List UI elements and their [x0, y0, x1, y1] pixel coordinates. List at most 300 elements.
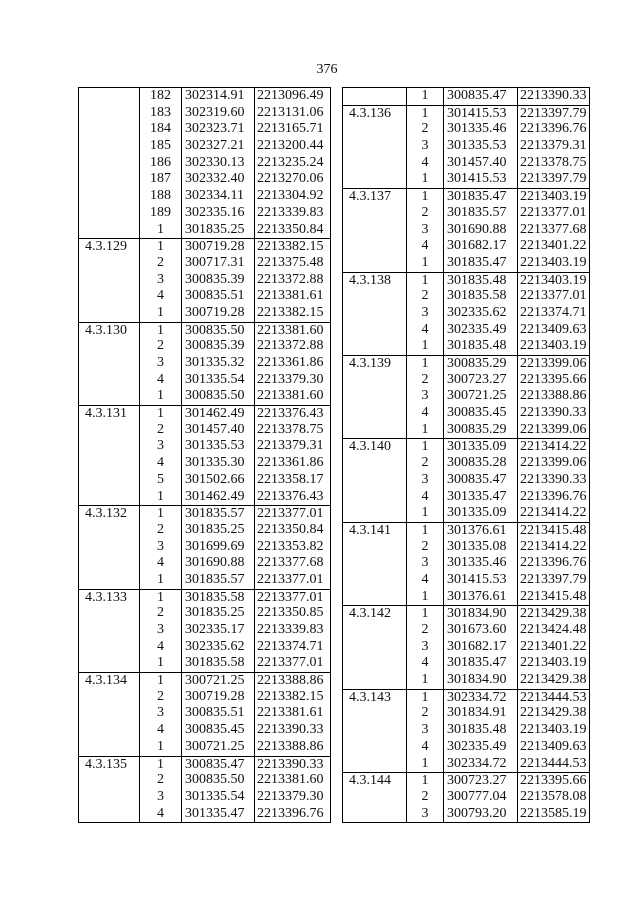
point-number-cell: 2	[406, 205, 443, 222]
parcel-id-cell	[79, 255, 139, 272]
y-coordinate-cell: 2213350.84	[254, 222, 330, 239]
point-number-cell: 2	[406, 622, 443, 639]
parcel-id-cell	[79, 205, 139, 222]
parcel-id-cell	[343, 655, 406, 672]
point-number-cell: 186	[139, 155, 181, 172]
point-number-cell: 1	[139, 323, 181, 339]
point-number-cell: 4	[139, 806, 181, 823]
y-coordinate-cell: 2213378.75	[517, 155, 589, 172]
parcel-id-cell: 4.3.144	[349, 773, 391, 789]
point-number-cell: 1	[139, 572, 181, 589]
parcel-id-cell	[79, 539, 139, 556]
point-number-cell: 185	[139, 138, 181, 155]
parcel-id-cell: 4.3.140	[349, 439, 391, 455]
table-row	[343, 622, 589, 639]
table-row	[343, 405, 589, 422]
x-coordinate-cell: 300717.31	[181, 255, 254, 272]
table-row	[79, 705, 330, 722]
point-number-cell: 1	[406, 773, 443, 789]
table-row	[79, 756, 330, 773]
x-coordinate-cell: 300835.28	[443, 455, 517, 472]
point-number-cell: 2	[406, 288, 443, 305]
table-row	[343, 121, 589, 138]
y-coordinate-cell: 2213409.63	[517, 739, 589, 756]
x-coordinate-cell: 300835.29	[443, 422, 517, 439]
y-coordinate-cell: 2213390.33	[517, 405, 589, 422]
x-coordinate-cell: 302334.72	[443, 690, 517, 706]
x-coordinate-cell: 301457.40	[443, 155, 517, 172]
x-coordinate-cell: 301699.69	[181, 539, 254, 556]
parcel-id-cell	[79, 222, 139, 239]
point-number-cell: 3	[406, 472, 443, 489]
point-number-cell: 4	[139, 288, 181, 305]
y-coordinate-cell: 2213399.06	[517, 422, 589, 439]
parcel-id-cell	[79, 705, 139, 722]
table-row	[343, 789, 589, 806]
table-row	[79, 722, 330, 739]
parcel-id-cell	[343, 422, 406, 439]
x-coordinate-cell: 301462.49	[181, 406, 254, 422]
y-coordinate-cell: 2213379.30	[254, 372, 330, 389]
y-coordinate-cell: 2213377.68	[517, 222, 589, 239]
y-coordinate-cell: 2213304.92	[254, 188, 330, 205]
parcel-id-cell	[343, 789, 406, 806]
y-coordinate-cell: 2213409.63	[517, 322, 589, 339]
parcel-id-cell	[79, 622, 139, 639]
parcel-id-cell	[343, 322, 406, 339]
table-row	[343, 222, 589, 239]
point-number-cell: 4	[406, 322, 443, 339]
point-number-cell: 3	[406, 806, 443, 823]
parcel-id-cell: 4.3.129	[85, 239, 127, 255]
point-number-cell: 3	[139, 272, 181, 289]
table-row	[79, 806, 330, 823]
point-number-cell: 3	[139, 789, 181, 806]
parcel-id-cell	[79, 438, 139, 455]
point-number-cell: 187	[139, 171, 181, 188]
table-row	[79, 505, 330, 522]
table-row	[79, 121, 330, 138]
y-coordinate-cell: 2213379.31	[517, 138, 589, 155]
y-coordinate-cell: 2213395.66	[517, 773, 589, 789]
point-number-cell: 2	[139, 522, 181, 539]
table-row	[79, 689, 330, 706]
table-row	[79, 672, 330, 689]
x-coordinate-cell: 301835.57	[443, 205, 517, 222]
y-coordinate-cell: 2213397.79	[517, 572, 589, 589]
y-coordinate-cell: 2213390.33	[517, 472, 589, 489]
y-coordinate-cell: 2213372.88	[254, 272, 330, 289]
parcel-id-cell	[343, 372, 406, 389]
table-row	[79, 472, 330, 489]
y-coordinate-cell: 2213377.01	[254, 572, 330, 589]
parcel-id-cell	[343, 155, 406, 172]
parcel-id-cell: 4.3.137	[349, 189, 391, 205]
point-number-cell: 1	[406, 338, 443, 355]
point-number-cell: 3	[406, 639, 443, 656]
x-coordinate-cell: 301415.53	[443, 106, 517, 122]
table-row	[79, 405, 330, 422]
x-coordinate-cell: 300835.47	[443, 88, 517, 105]
parcel-id-cell	[79, 772, 139, 789]
point-number-cell: 2	[139, 338, 181, 355]
x-coordinate-cell: 301690.88	[181, 555, 254, 572]
parcel-id-cell	[79, 188, 139, 205]
point-number-cell: 2	[139, 422, 181, 439]
table-row	[343, 522, 589, 539]
x-coordinate-cell: 301835.47	[443, 655, 517, 672]
x-coordinate-cell: 301834.91	[443, 705, 517, 722]
point-number-cell: 2	[139, 772, 181, 789]
y-coordinate-cell: 2213390.33	[254, 722, 330, 739]
coordinate-table-left	[78, 87, 331, 823]
table-row	[343, 605, 589, 622]
y-coordinate-cell: 2213377.68	[254, 555, 330, 572]
table-row	[343, 155, 589, 172]
y-coordinate-cell: 2213382.15	[254, 689, 330, 706]
parcel-id-cell	[79, 288, 139, 305]
y-coordinate-cell: 2213200.44	[254, 138, 330, 155]
x-coordinate-cell: 301682.17	[443, 238, 517, 255]
parcel-id-cell	[343, 739, 406, 756]
x-coordinate-cell: 301834.90	[443, 606, 517, 622]
point-number-cell: 3	[139, 438, 181, 455]
table-row	[343, 655, 589, 672]
y-coordinate-cell: 2213399.06	[517, 356, 589, 372]
point-number-cell: 2	[139, 605, 181, 622]
x-coordinate-cell: 300835.50	[181, 772, 254, 789]
parcel-id-cell	[79, 388, 139, 405]
parcel-id-cell	[343, 455, 406, 472]
point-number-cell: 3	[406, 722, 443, 739]
parcel-id-cell	[79, 522, 139, 539]
y-coordinate-cell: 2213350.84	[254, 522, 330, 539]
y-coordinate-cell: 2213378.75	[254, 422, 330, 439]
point-number-cell: 189	[139, 205, 181, 222]
y-coordinate-cell: 2213235.24	[254, 155, 330, 172]
table-row	[343, 772, 589, 789]
table-row	[79, 88, 330, 105]
point-number-cell: 1	[406, 589, 443, 606]
parcel-id-cell	[79, 121, 139, 138]
x-coordinate-cell: 301835.58	[181, 590, 254, 606]
table-row	[79, 272, 330, 289]
table-row	[79, 438, 330, 455]
parcel-id-cell	[79, 655, 139, 672]
y-coordinate-cell: 2213381.61	[254, 288, 330, 305]
table-row	[79, 255, 330, 272]
y-coordinate-cell: 2213361.86	[254, 455, 330, 472]
x-coordinate-cell: 300835.47	[181, 757, 254, 773]
parcel-id-cell	[343, 138, 406, 155]
parcel-id-cell	[343, 121, 406, 138]
point-number-cell: 3	[406, 555, 443, 572]
table-row	[343, 272, 589, 289]
x-coordinate-cell: 301335.08	[443, 539, 517, 556]
x-coordinate-cell: 301335.54	[181, 789, 254, 806]
parcel-id-cell	[343, 505, 406, 522]
parcel-id-cell	[343, 338, 406, 355]
x-coordinate-cell: 300835.50	[181, 388, 254, 405]
point-number-cell: 2	[406, 372, 443, 389]
y-coordinate-cell: 2213444.53	[517, 690, 589, 706]
parcel-id-cell	[79, 605, 139, 622]
x-coordinate-cell: 301690.88	[443, 222, 517, 239]
x-coordinate-cell: 300835.39	[181, 272, 254, 289]
point-number-cell: 4	[139, 639, 181, 656]
y-coordinate-cell: 2213382.15	[254, 239, 330, 255]
x-coordinate-cell: 301335.09	[443, 505, 517, 522]
point-number-cell: 1	[139, 673, 181, 689]
y-coordinate-cell: 2213578.08	[517, 789, 589, 806]
x-coordinate-cell: 300723.27	[443, 773, 517, 789]
x-coordinate-cell: 301834.90	[443, 672, 517, 689]
x-coordinate-cell: 300719.28	[181, 689, 254, 706]
table-row	[79, 205, 330, 222]
point-number-cell: 1	[406, 690, 443, 706]
point-number-cell: 1	[139, 222, 181, 239]
y-coordinate-cell: 2213379.30	[254, 789, 330, 806]
y-coordinate-cell: 2213374.71	[517, 305, 589, 322]
x-coordinate-cell: 301335.47	[181, 806, 254, 823]
page-number: 376	[316, 62, 338, 77]
parcel-id-cell: 4.3.138	[349, 272, 391, 288]
point-number-cell: 4	[139, 455, 181, 472]
table-row	[79, 288, 330, 305]
x-coordinate-cell: 300835.29	[443, 356, 517, 372]
parcel-id-cell: 4.3.135	[85, 756, 127, 772]
parcel-id-cell	[343, 589, 406, 606]
table-row	[79, 622, 330, 639]
point-number-cell: 1	[406, 171, 443, 188]
x-coordinate-cell: 302332.40	[181, 171, 254, 188]
point-number-cell: 1	[406, 505, 443, 522]
point-number-cell: 1	[139, 406, 181, 422]
y-coordinate-cell: 2213429.38	[517, 705, 589, 722]
x-coordinate-cell: 300835.39	[181, 338, 254, 355]
x-coordinate-cell: 300723.27	[443, 372, 517, 389]
parcel-id-cell	[79, 739, 139, 756]
table-row	[343, 722, 589, 739]
x-coordinate-cell: 302334.72	[443, 756, 517, 773]
point-number-cell: 3	[139, 705, 181, 722]
x-coordinate-cell: 300719.28	[181, 305, 254, 322]
x-coordinate-cell: 301335.53	[443, 138, 517, 155]
y-coordinate-cell: 2213381.60	[254, 772, 330, 789]
y-coordinate-cell: 2213339.83	[254, 205, 330, 222]
table-row	[343, 238, 589, 255]
parcel-id-cell	[343, 539, 406, 556]
table-row	[343, 505, 589, 522]
parcel-id-cell	[343, 171, 406, 188]
table-row	[79, 188, 330, 205]
x-coordinate-cell: 301835.48	[443, 338, 517, 355]
parcel-id-cell	[343, 288, 406, 305]
table-row	[79, 105, 330, 122]
x-coordinate-cell: 302319.60	[181, 105, 254, 122]
x-coordinate-cell: 300835.47	[443, 472, 517, 489]
y-coordinate-cell: 2213403.19	[517, 722, 589, 739]
y-coordinate-cell: 2213377.01	[254, 655, 330, 672]
y-coordinate-cell: 2213414.22	[517, 439, 589, 455]
x-coordinate-cell: 302335.17	[181, 622, 254, 639]
table-row	[343, 555, 589, 572]
x-coordinate-cell: 302323.71	[181, 121, 254, 138]
y-coordinate-cell: 2213401.22	[517, 238, 589, 255]
point-number-cell: 3	[406, 138, 443, 155]
x-coordinate-cell: 301335.09	[443, 439, 517, 455]
parcel-id-cell: 4.3.132	[85, 506, 127, 522]
parcel-id-cell: 4.3.131	[85, 406, 127, 422]
y-coordinate-cell: 2213397.79	[517, 171, 589, 188]
x-coordinate-cell: 302327.21	[181, 138, 254, 155]
x-coordinate-cell: 301835.58	[181, 655, 254, 672]
x-coordinate-cell: 300835.45	[181, 722, 254, 739]
table-row	[79, 489, 330, 506]
parcel-id-cell	[79, 338, 139, 355]
point-number-cell: 4	[406, 739, 443, 756]
y-coordinate-cell: 2213429.38	[517, 606, 589, 622]
y-coordinate-cell: 2213429.38	[517, 672, 589, 689]
table-row	[343, 739, 589, 756]
y-coordinate-cell: 2213415.48	[517, 589, 589, 606]
x-coordinate-cell: 301335.47	[443, 489, 517, 506]
x-coordinate-cell: 301457.40	[181, 422, 254, 439]
point-number-cell: 1	[139, 506, 181, 522]
y-coordinate-cell: 2213396.76	[517, 121, 589, 138]
y-coordinate-cell: 2213374.71	[254, 639, 330, 656]
point-number-cell: 2	[406, 539, 443, 556]
x-coordinate-cell: 300793.20	[443, 806, 517, 823]
parcel-id-cell	[79, 138, 139, 155]
parcel-id-cell: 4.3.133	[85, 589, 127, 605]
y-coordinate-cell: 2213403.19	[517, 189, 589, 205]
point-number-cell: 1	[406, 523, 443, 539]
y-coordinate-cell: 2213424.48	[517, 622, 589, 639]
x-coordinate-cell: 301835.47	[443, 189, 517, 205]
parcel-id-cell: 4.3.134	[85, 673, 127, 689]
parcel-id-cell	[79, 639, 139, 656]
y-coordinate-cell: 2213353.82	[254, 539, 330, 556]
point-number-cell: 4	[139, 372, 181, 389]
x-coordinate-cell: 301835.25	[181, 522, 254, 539]
point-number-cell: 3	[139, 539, 181, 556]
x-coordinate-cell: 302335.62	[181, 639, 254, 656]
parcel-id-cell	[79, 88, 139, 105]
point-number-cell: 1	[406, 273, 443, 289]
y-coordinate-cell: 2213414.22	[517, 505, 589, 522]
point-number-cell: 3	[406, 222, 443, 239]
x-coordinate-cell: 301335.53	[181, 438, 254, 455]
x-coordinate-cell: 301415.53	[443, 171, 517, 188]
point-number-cell: 183	[139, 105, 181, 122]
point-number-cell: 5	[139, 472, 181, 489]
point-number-cell: 2	[139, 689, 181, 706]
x-coordinate-cell: 301835.57	[181, 572, 254, 589]
point-number-cell: 1	[139, 489, 181, 506]
table-row	[79, 238, 330, 255]
parcel-id-cell	[343, 639, 406, 656]
table-row	[79, 605, 330, 622]
parcel-id-cell: 4.3.143	[349, 689, 391, 705]
x-coordinate-cell: 301335.46	[443, 555, 517, 572]
y-coordinate-cell: 2213377.01	[517, 288, 589, 305]
table-row	[343, 171, 589, 188]
x-coordinate-cell: 302330.13	[181, 155, 254, 172]
y-coordinate-cell: 2213376.43	[254, 489, 330, 506]
table-row	[343, 589, 589, 606]
point-number-cell: 1	[406, 606, 443, 622]
table-row	[343, 438, 589, 455]
y-coordinate-cell: 2213358.17	[254, 472, 330, 489]
parcel-id-cell	[79, 422, 139, 439]
x-coordinate-cell: 302335.49	[443, 739, 517, 756]
x-coordinate-cell: 300721.25	[181, 739, 254, 756]
table-row	[343, 288, 589, 305]
point-number-cell: 1	[139, 590, 181, 606]
x-coordinate-cell: 301835.58	[443, 288, 517, 305]
parcel-id-cell	[343, 255, 406, 272]
parcel-id-cell	[343, 489, 406, 506]
parcel-id-cell	[79, 789, 139, 806]
y-coordinate-cell: 2213372.88	[254, 338, 330, 355]
point-number-cell: 2	[139, 255, 181, 272]
table-row	[343, 388, 589, 405]
table-row	[343, 305, 589, 322]
parcel-id-cell	[343, 238, 406, 255]
table-row	[343, 372, 589, 389]
y-coordinate-cell: 2213388.86	[517, 388, 589, 405]
point-number-cell: 4	[406, 489, 443, 506]
table-row	[343, 472, 589, 489]
table-row	[343, 205, 589, 222]
x-coordinate-cell: 301335.54	[181, 372, 254, 389]
parcel-id-cell	[343, 305, 406, 322]
table-row	[79, 639, 330, 656]
point-number-cell: 182	[139, 88, 181, 105]
x-coordinate-cell: 301835.47	[443, 255, 517, 272]
table-row	[79, 739, 330, 756]
x-coordinate-cell: 301502.66	[181, 472, 254, 489]
y-coordinate-cell: 2213396.76	[517, 489, 589, 506]
y-coordinate-cell: 2213377.01	[254, 590, 330, 606]
y-coordinate-cell: 2213270.06	[254, 171, 330, 188]
table-row	[343, 338, 589, 355]
x-coordinate-cell: 301415.53	[443, 572, 517, 589]
table-row	[343, 639, 589, 656]
y-coordinate-cell: 2213403.19	[517, 338, 589, 355]
point-number-cell: 1	[406, 356, 443, 372]
x-coordinate-cell: 302335.49	[443, 322, 517, 339]
parcel-id-cell	[79, 722, 139, 739]
point-number-cell: 2	[406, 789, 443, 806]
point-number-cell: 1	[406, 106, 443, 122]
parcel-id-cell	[79, 689, 139, 706]
y-coordinate-cell: 2213339.83	[254, 622, 330, 639]
y-coordinate-cell: 2213401.22	[517, 639, 589, 656]
x-coordinate-cell: 301682.17	[443, 639, 517, 656]
parcel-id-cell	[79, 806, 139, 823]
table-row	[343, 88, 589, 105]
point-number-cell: 1	[406, 88, 443, 105]
point-number-cell: 4	[406, 155, 443, 172]
point-number-cell: 1	[139, 739, 181, 756]
x-coordinate-cell: 301462.49	[181, 489, 254, 506]
parcel-id-cell	[79, 305, 139, 322]
table-row	[343, 138, 589, 155]
y-coordinate-cell: 2213381.61	[254, 705, 330, 722]
parcel-id-cell	[343, 222, 406, 239]
